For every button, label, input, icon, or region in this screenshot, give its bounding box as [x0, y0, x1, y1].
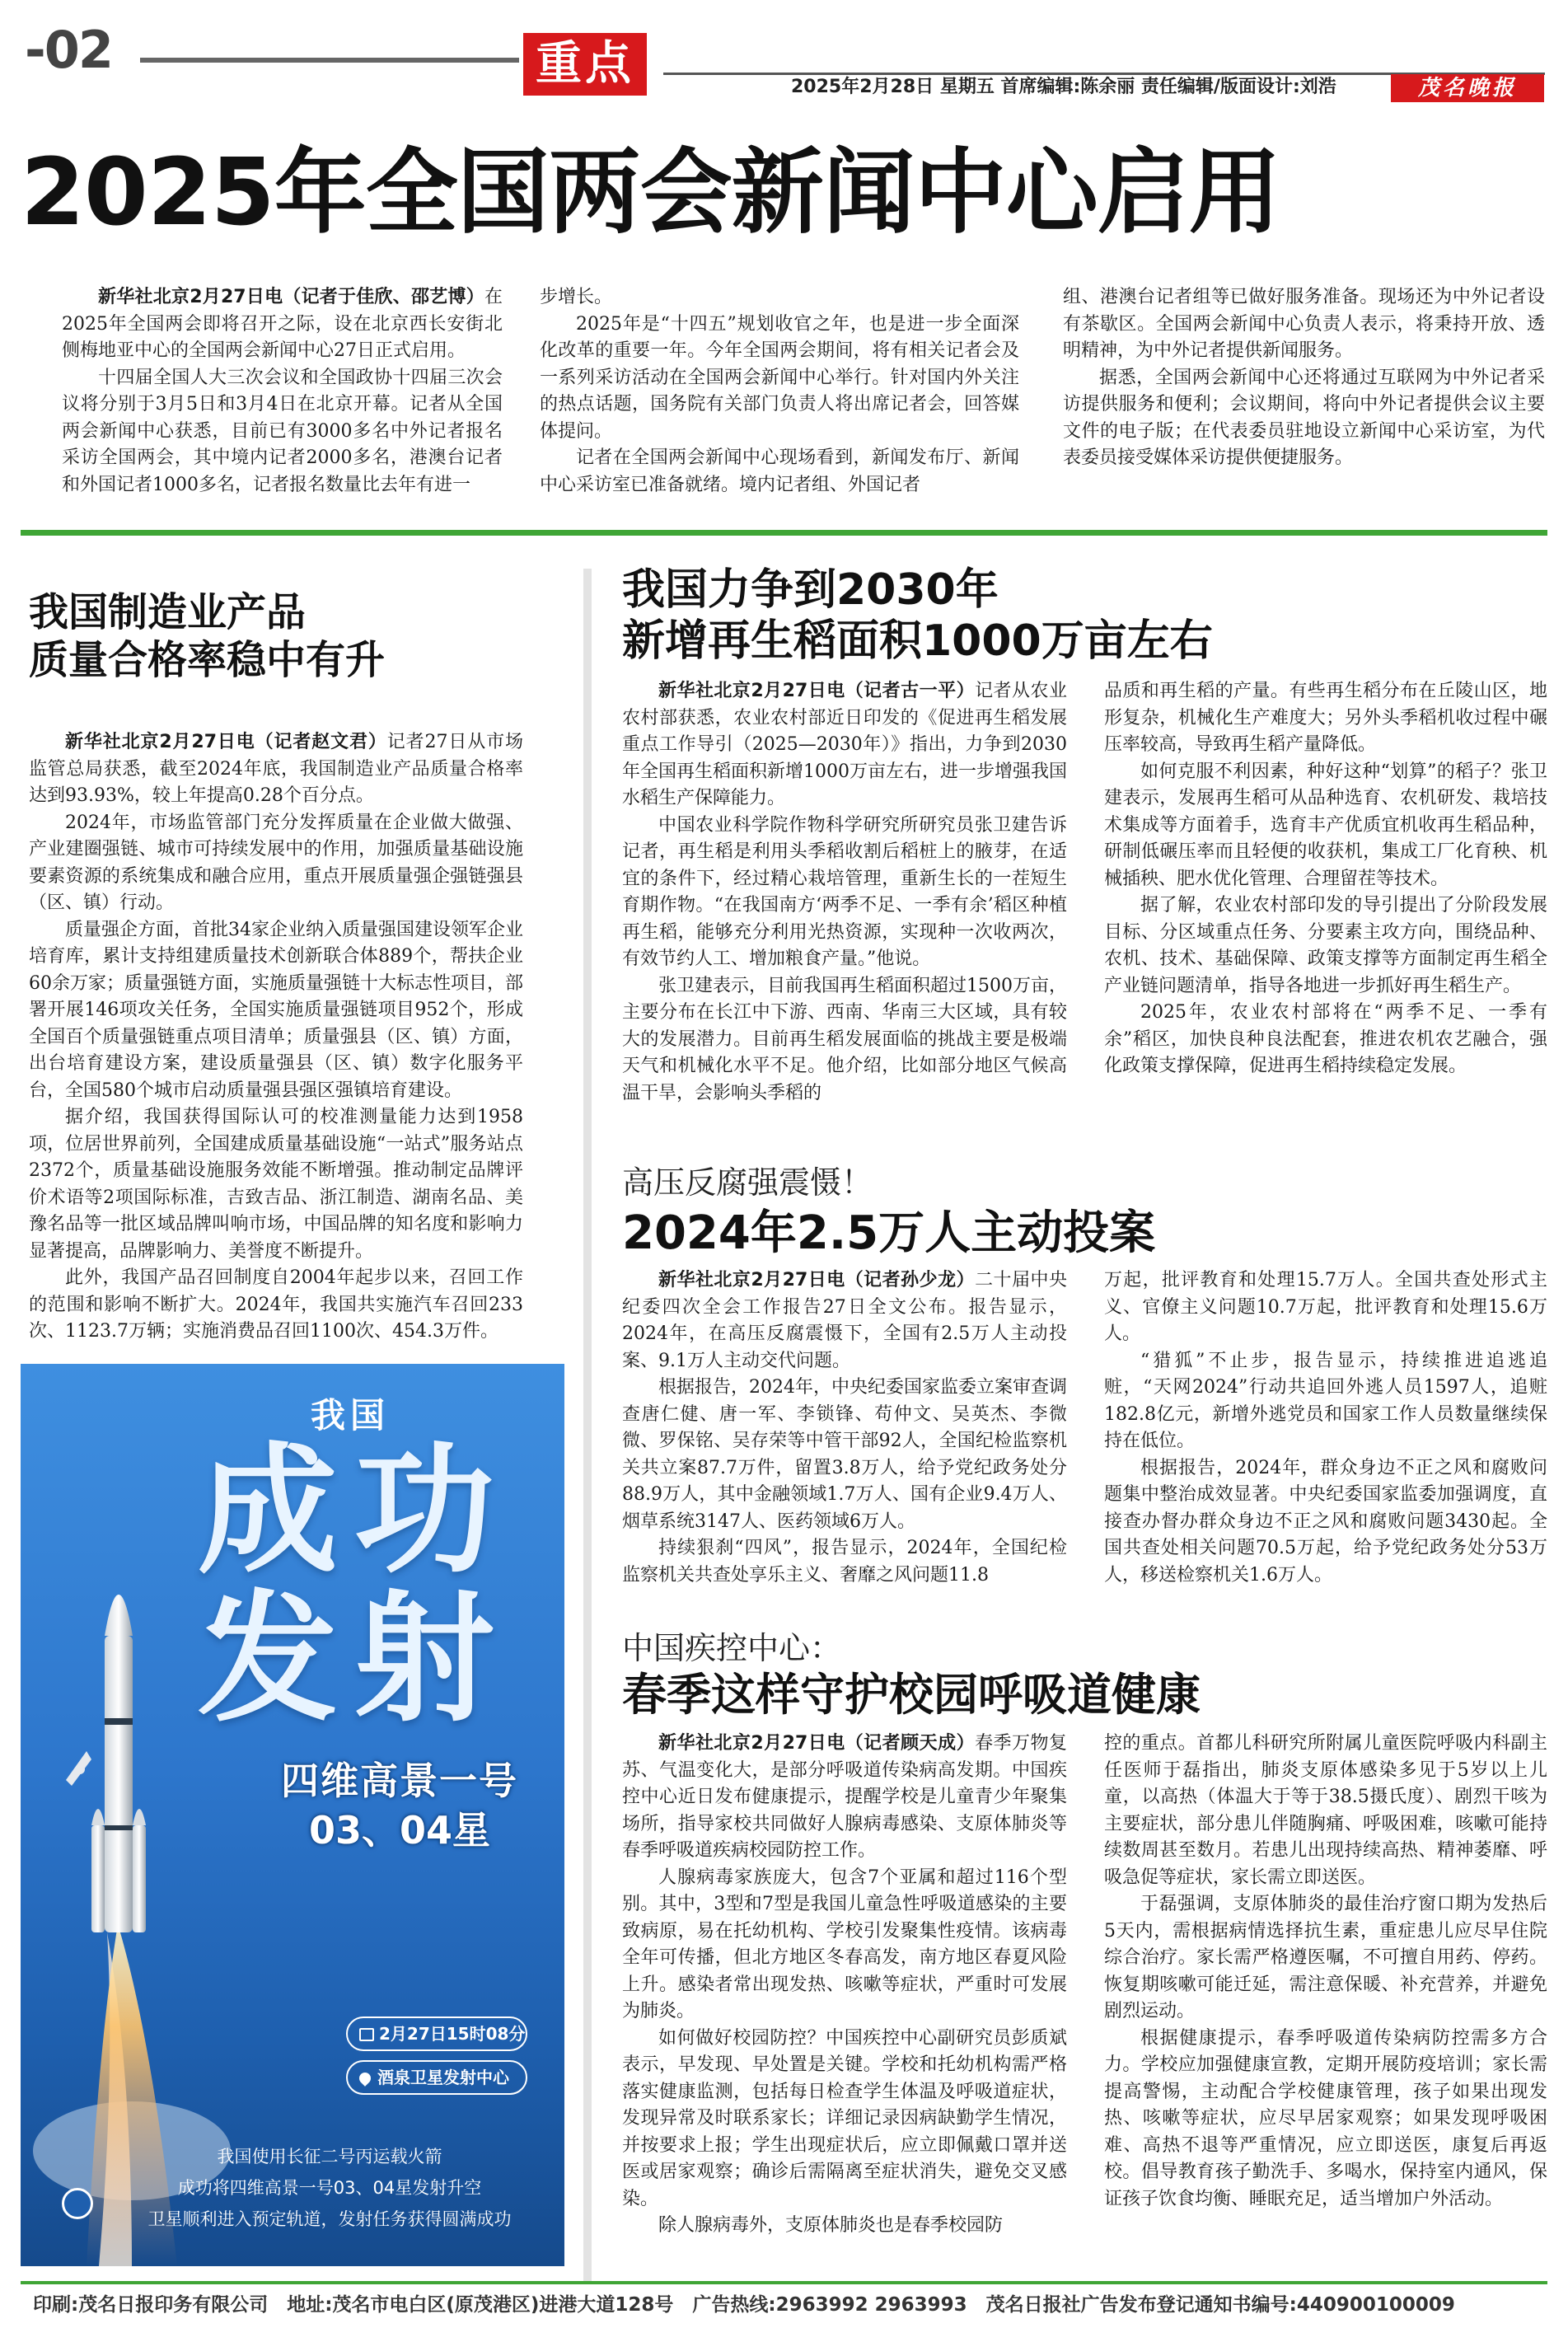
- article-paragraph: 新华社北京2月27日电（记者赵文君）记者27日从市场监管总局获悉，截至2024年底，我国制造业产品质量合格率达到93.93%，较上年提高0.28个百分点。: [29, 732, 523, 806]
- location-pin-icon: [357, 2070, 373, 2087]
- corruption-kicker: 高压反腐强震慑！: [622, 1164, 873, 1201]
- article-paragraph: 据介绍，我国获得国际认可的校准测量能力达到1958项，位居世界前列，全国建成质量基础设施“一站式”服务站点2372个，质量基础设施服务效能不断增强。推动制定品牌评价术语等2项国际标准，吉致吉品、浙江制造、湖南名品、美豫名品等一批区域品牌叫响市场，中国品牌的知名度和影响力显著提高，品牌影响力、美誉度不断提升。: [29, 1107, 523, 1262]
- lead-paragraph: 十四届全国人大三次会议和全国政协十四届三次会议将分别于3月5日和3月4日在北京开幕。记者从全国两会新闻中心获悉，目前已有3000多名中外记者报名采访全国两会，其中境内记者2000多名，港澳台记者和外国记者1000多名，记者报名数量比去年有进一: [62, 367, 503, 495]
- lead-paragraph: 新华社北京2月27日电（记者于佳欣、邵艺博）在2025年全国两会即将召开之际，设在北京西长安街北侧梅地亚中心的全国两会新闻中心27日正式启用。: [62, 287, 503, 361]
- lead-headline: 2025年全国两会新闻中心启用: [21, 139, 1280, 246]
- article-paragraph: 张卫建表示，目前我国再生稻面积超过1500万亩，主要分布在长江中下游、西南、华南三大区域，具有较大的发展潜力。目前再生稻发展面临的挑战主要是极端天气和机械化水平不足。他介绍，比如部分地区气候高温干旱，会影响头季稻的: [622, 975, 1067, 1103]
- calendar-icon: [359, 2028, 374, 2041]
- article-paragraph: 新华社北京2月27日电（记者古一平）记者从农业农村部获悉，农业农村部近日印发的《促进再生稻发展重点工作导引（2025—2030年）》指出，力争到2030年全国再生稻面积新增1000万亩左右，进一步增强我国水稻生产保障能力。: [622, 681, 1067, 808]
- lead-paragraph: 据悉，全国两会新闻中心还将通过互联网为中外记者采访提供服务和便利；会议期间，将向中外记者提供会议主要文件的电子版；在代表委员驻地设立新闻中心采访室，为代表委员接受媒体采访提供便捷服务。: [1063, 367, 1545, 468]
- article-paragraph: 此外，我国产品召回制度自2004年起步以来，召回工作的范围和影响不断扩大。2024年，我国共实施汽车召回233次、1123.7万辆；实施消费品召回1100次、454.3万件。: [29, 1267, 523, 1342]
- article-paragraph: 于磊强调，支原体肺炎的最佳治疗窗口期为发热后5天内，需根据病情选择抗生素，重症患儿应尽早住院综合治疗。家长需严格遵医嘱，不可擅自用药、停药。恢复期咳嗽可能迁延，需注意保暖、补充营养，并避免剧烈运动。: [1104, 1894, 1547, 2021]
- launch-place-badge: 酒泉卫星发射中心: [346, 2060, 527, 2095]
- rice-column-2: [1104, 678, 1547, 1136]
- column-separator: [583, 569, 592, 2283]
- article-paragraph: 质量强企方面，首批34家企业纳入质量强国建设领军企业培育库，累计支持组建质量技术创新联合体889个，帮扶企业60余万家；质量强链方面，实施质量强链十大标志性项目，部署开展146项攻关任务，全国实施质量强链项目952个，形成全国百个质量强链重点项目清单；质量强县（区、镇）方面，出台培育建设方案，建设质量强县（区、镇）数字化服务平台，全国580个城市启动质量强县强区强镇培育建设。: [29, 919, 523, 1101]
- footer-rule: [21, 2281, 1547, 2284]
- poster-caption-1: 我国使用长征二号丙运载火箭: [217, 2147, 442, 2166]
- article-paragraph: “猎狐”不止步，报告显示，持续推进追逃追赃，“天网2024”行动共追回外逃人员1597人，追赃182.8亿元，新增外逃党员和国家工作人员数量继续保持在低位。: [1104, 1350, 1547, 1451]
- lead-column-3: [1063, 284, 1545, 503]
- poster-title-big-1: 成功: [197, 1430, 511, 1593]
- article-paragraph: 新华社北京2月27日电（记者顾天成）春季万物复苏、气温变化大，是部分呼吸道传染病高发期。中国疾控中心近日发布健康提示，提醒学校是儿童青少年聚集场所，指导家校共同做好人腺病毒感染、支原体肺炎等春季呼吸道疾病校园防控工作。: [622, 1733, 1067, 1861]
- rice-column-1: [622, 678, 1067, 1136]
- corruption-column-2: [1104, 1267, 1547, 1597]
- section-badge: 重点: [523, 33, 647, 96]
- rice-headline: 我国力争到2030年 新增再生稻面积1000万亩左右: [622, 565, 1213, 667]
- corruption-headline: 2024年2.5万人主动投案: [622, 1206, 1156, 1260]
- article-paragraph: 持续狠刹“四风”，报告显示，2024年，全国纪检监察机关共查处享乐主义、奢靡之风问题11.8: [622, 1538, 1067, 1586]
- cdc-column-1: [622, 1731, 1067, 2266]
- manufacturing-body: [29, 729, 523, 1342]
- cdc-kicker: 中国疾控中心：: [622, 1630, 842, 1666]
- lead-paragraph: 记者在全国两会新闻中心现场看到，新闻发布厅、新闻中心采访室已准备就绪。境内记者组、外国记者: [540, 447, 1019, 495]
- article-paragraph: 根据报告，2024年，群众身边不正之风和腐败问题集中整治成效显著。中央纪委国家监委加强调度，直接查办督办群众身边不正之风和腐败问题3430起。全国共查处相关问题70.5万起，给予党纪政务处分53万人，移送检察机关1.6万人。: [1104, 1457, 1547, 1586]
- article-paragraph: 人腺病毒家族庞大，包含7个亚属和超过116个型别。其中，3型和7型是我国儿童急性呼吸道感染的主要致病原，易在托幼机构、学校引发聚集性疫情。该病毒全年可传播，但北方地区冬春高发，南方地区春夏风险上升。感染者常出现发热、咳嗽等症状，严重时可发展为肺炎。: [622, 1867, 1067, 2021]
- article-paragraph: 根据健康提示，春季呼吸道传染病防控需多方合力。学校应加强健康宣教，定期开展防疫培训；家长需提高警惕，主动配合学校健康管理，孩子如果出现发热、咳嗽等症状，应尽早居家观察；如果发现呼吸困难、高热不退等严重情况，应立即送医，康复后再返校。倡导教育孩子勤洗手、多喝水，保持室内通风，保证孩子饮食均衡、睡眠充足，适当增加户外活动。: [1104, 2027, 1547, 2209]
- article-paragraph: 2025年，农业农村部将在“两季不足、一季有余”稻区，加快良种良法配套，推进农机农艺融合，强化政策支撑保障，促进再生稻持续稳定发展。: [1104, 1002, 1547, 1076]
- page-number: -02: [25, 20, 113, 80]
- article-paragraph: 根据报告，2024年，中央纪委国家监委立案审查调查唐仁健、唐一军、李锁锋、苟仲文、吴英杰、李微微、罗保铭、吴存荣等中管干部92人，全国纪检监察机关共立案87.7万件，留置3.8万人，给予党纪政务处分88.9万人，其中金融领域1.7万人、国有企业9.4万人、烟草系统3147人、医药领域6万人。: [622, 1377, 1067, 1532]
- poster-caption-2: 成功将四维高景一号03、04星发射升空: [177, 2178, 482, 2198]
- article-paragraph: 控的重点。首都儿科研究所附属儿童医院呼吸内科副主任医师于磊指出，肺炎支原体感染多见于5岁以上儿童，以高热（体温大于等于38.5摄氏度）、剧烈干咳为主要症状，部分患儿伴随胸痛、呼吸困难，咳嗽可能持续数周甚至数月。若患儿出现持续高热、精神萎靡、呼吸急促等症状，家长需立即送医。: [1104, 1733, 1547, 1888]
- article-paragraph: 如何克服不利因素，种好这种“划算”的稻子？张卫建表示，发展再生稻可从品种选育、农机研发、栽培技术集成等方面着手，选育丰产优质宜机收再生稻品种，研制低碾压率而且轻便的收获机，集成工厂化育秧、机械插秧、肥水优化管理、合理留茬等技术。: [1104, 761, 1547, 889]
- header-rule-left: [140, 58, 519, 63]
- poster-title-small: 我国: [310, 1395, 390, 1436]
- lead-paragraph: 组、港澳台记者组等已做好服务准备。现场还为中外记者设有茶歇区。全国两会新闻中心负责人表示，将秉持开放、透明精神，为中外记者提供新闻服务。: [1063, 287, 1545, 361]
- article-paragraph: 如何做好校园防控？中国疾控中心副研究员彭质斌表示，早发现、早处置是关键。学校和托幼机构需严格落实健康监测，包括每日检查学生体温及呼吸道症状，发现异常及时联系家长；详细记录因病缺勤学生情况，并按要求上报；学生出现症状后，应立即佩戴口罩并送医或居家观察；确诊后需隔离至症状消失，避免交叉感染。: [622, 2027, 1067, 2209]
- poster-title-big-2: 发射: [197, 1578, 511, 1741]
- article-paragraph: 中国农业科学院作物科学研究所研究员张卫建告诉记者，再生稻是利用头季稻收割后稻桩上的腋芽，在适宜的条件下，经过精心栽培管理，重新生长的一茬短生育期作物。“在我国南方‘两季不足、一季有余’稻区种植再生稻，能够充分利用光热资源，实现种一次收两次，有效节约人工、增加粮食产量。”他说。: [622, 814, 1067, 969]
- article-paragraph: 除人腺病毒外，支原体肺炎也是春季校园防: [658, 2215, 1004, 2236]
- article-paragraph: 新华社北京2月27日电（记者孙少龙）二十届中央纪委四次全会工作报告27日全文公布。报告显示，2024年，在高压反腐震慑下，全国有2.5万人主动投案、9.1万人主动交代问题。: [622, 1270, 1067, 1371]
- lead-column-1: [62, 284, 503, 503]
- poster-caption-3: 卫星顺利进入预定轨道，发射任务获得圆满成功: [147, 2209, 512, 2229]
- launch-time-badge: 2月27日15时08分: [346, 2017, 527, 2051]
- manufacturing-headline: 我国制造业产品 质量合格率稳中有升: [29, 589, 386, 683]
- divider-green: [21, 530, 1547, 536]
- cdc-headline: 春季这样守护校园呼吸道健康: [622, 1669, 1201, 1721]
- satellite-name-2: 03、04星: [308, 1808, 491, 1853]
- header-info: 2025年2月28日 星期五 首席编辑:陈余丽 责任编辑/版面设计:刘浩: [791, 77, 1336, 97]
- article-paragraph: 万起，批评教育和处理15.7万人。全国共查处形式主义、官僚主义问题10.7万起，批评教育和处理15.6万人。: [1104, 1270, 1547, 1344]
- article-paragraph: 品质和再生稻的产量。有些再生稻分布在丘陵山区，地形复杂，机械化生产难度大；另外头季稻机收过程中碾压率较高，导致再生稻产量降低。: [1104, 681, 1547, 755]
- lead-paragraph: 步增长。: [540, 287, 613, 307]
- lead-paragraph: 2025年是“十四五”规划收官之年，也是进一步全面深化改革的重要一年。今年全国两会期间，将有相关记者会及一系列采访活动在全国两会新闻中心举行。针对国内外关注的热点话题，国务院有关部门负责人将出席记者会，回答媒体提问。: [540, 313, 1019, 442]
- article-paragraph: 2024年，市场监管部门充分发挥质量在企业做大做强、产业建圈强链、城市可持续发展中的作用，加强质量基础设施要素资源的系统集成和融合应用，重点开展质量强企强链强县（区、镇）行动。: [29, 812, 523, 913]
- cdc-column-2: [1104, 1731, 1547, 2266]
- lead-column-2: [540, 284, 1019, 503]
- launch-poster: [21, 1364, 564, 2266]
- agency-emblem-icon: [62, 2188, 93, 2219]
- footer-imprint: 印刷:茂名日报印务有限公司 地址:茂名市电白区(原茂港区)进港大道128号 广告热线:2963992 2963993 茂名日报社广告发布登记通知书编号:440900100009: [33, 2294, 1455, 2316]
- corruption-column-1: [622, 1267, 1067, 1597]
- satellite-name-1: 四维高景一号: [281, 1759, 518, 1803]
- article-paragraph: 据了解，农业农村部印发的导引提出了分阶段发展目标、分区域重点任务、分要素主攻方向，围绕品种、农机、技术、基础保障、政策支撑等方面制定再生稻全产业链问题清单，指导各地进一步抓好再生稻生产。: [1104, 895, 1547, 996]
- paper-logo: 茂名晚报: [1391, 74, 1544, 102]
